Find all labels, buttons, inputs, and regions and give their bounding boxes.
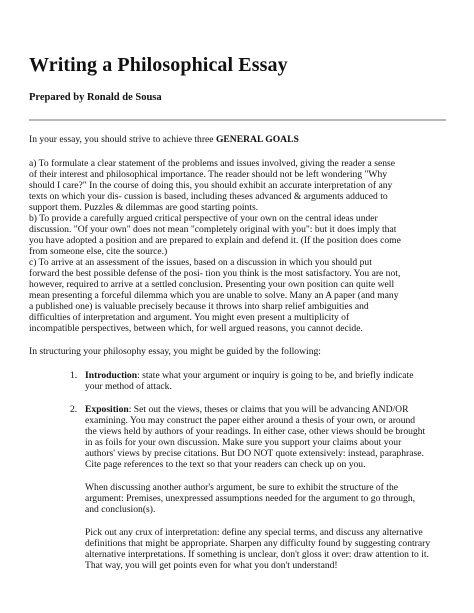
structure-intro: In structuring your philosophy essay, you might be guided by the following:: [29, 346, 321, 357]
goals-line: mean presenting a forceful dilemma which you are unable to solve. Many an A paper (and many: [29, 290, 399, 301]
goals-line: support them. Puzzles & dilemmas are good starting points.: [29, 202, 259, 213]
goals-line: from someone else, cite the source.): [29, 246, 168, 257]
item-line: and conclusion(s).: [85, 504, 156, 515]
horizontal-rule: [29, 119, 446, 121]
item-line: When discussing another author's argument, be sure to exhibit the structure of the: [85, 482, 399, 493]
goals-line: texts on which your dis- cussion is based, including theses advanced & arguments adduced to: [29, 191, 388, 202]
item-number: 2.: [70, 404, 78, 415]
item-line: your method of attack.: [85, 381, 172, 392]
goals-line: you have adopted a position and are prepared to explain and defend it. (If the position does come: [29, 235, 401, 246]
item-first-line: [85, 404, 409, 415]
item-line: argument: Premises, unexpressed assumptions needed for the argument to go through,: [85, 493, 416, 504]
goals-line: should I care?" In the course of doing this, you should exhibit an accurate interpretation of any: [29, 180, 393, 191]
goals-line: difficulties of interpretation and argument. You might even present a multiplicity of: [29, 312, 350, 323]
item-line: alternative interpretations. If something is unclear, don't gloss it over: draw attention to it.: [85, 549, 429, 560]
item-number: 1.: [70, 370, 78, 381]
item-heading: Introduction: [85, 370, 138, 381]
goals-line: a published one) is valuable precisely because it throws into sharp relief ambiguities and: [29, 301, 369, 312]
goals-line: of their interest and philosophical importance. The reader should not be left wondering "Why: [29, 169, 388, 180]
item-heading: Exposition: [85, 404, 129, 415]
goals-line: b) To provide a carefully argued critical perspective of your own on the central ideas under: [29, 213, 378, 224]
item-first-rest: : state what your argument or inquiry is going to be, and briefly indicate: [137, 370, 414, 381]
goals-line: a) To formulate a clear statement of the problems and issues involved, giving the reader a sense: [29, 158, 395, 169]
item-line: examining. You may construct the paper either around a thesis of your own, or around: [85, 415, 416, 426]
goals-line: discussion. "Of your own" does not mean "completely original with you": but it does imply that: [29, 224, 397, 235]
goals-intro: [29, 134, 299, 145]
item-line: definitions that might be appropriate. Sharpen any difficulty found by suggesting contrary: [85, 538, 431, 549]
item-first-rest: : Set out the views, theses or claims that you will be advancing AND/OR: [128, 404, 409, 415]
item-line: Pick out any crux of interpretation: define any special terms, and discuss any alternative: [85, 527, 423, 538]
item-line: in as foils for your own discussion. Make sure you support your claims about your: [85, 437, 402, 448]
item-line: That way, you will get points even for what you don't understand!: [85, 560, 338, 571]
goals-line: forward the best possible defense of the posi- tion you think is the most satisfactory. You are not,: [29, 268, 401, 279]
goals-line: c) To arrive at an assessment of the issues, based on a discussion in which you should put: [29, 257, 372, 268]
item-first-line: [85, 370, 413, 381]
author-line: Prepared by Ronald de Sousa: [29, 92, 162, 103]
document-title: Writing a Philosophical Essay: [29, 54, 288, 76]
item-line: Cite page references to the text so that your readers can check up on you.: [85, 459, 366, 470]
item-line: authors' views by precise citations. But DO NOT quote extensively: instead, paraphrase.: [85, 448, 424, 459]
item-line: the views held by authors of your readings. In either case, other views should be brought: [85, 426, 426, 437]
goals-intro-bold: GENERAL GOALS: [215, 134, 299, 145]
goals-intro-text: In your essay, you should strive to achieve three: [29, 134, 216, 145]
goals-line: however, required to arrive at a settled conclusion. Presenting your own position can quite well: [29, 279, 395, 290]
goals-line: incompatible perspectives, between which, for well argued reasons, you cannot decide.: [29, 323, 363, 334]
